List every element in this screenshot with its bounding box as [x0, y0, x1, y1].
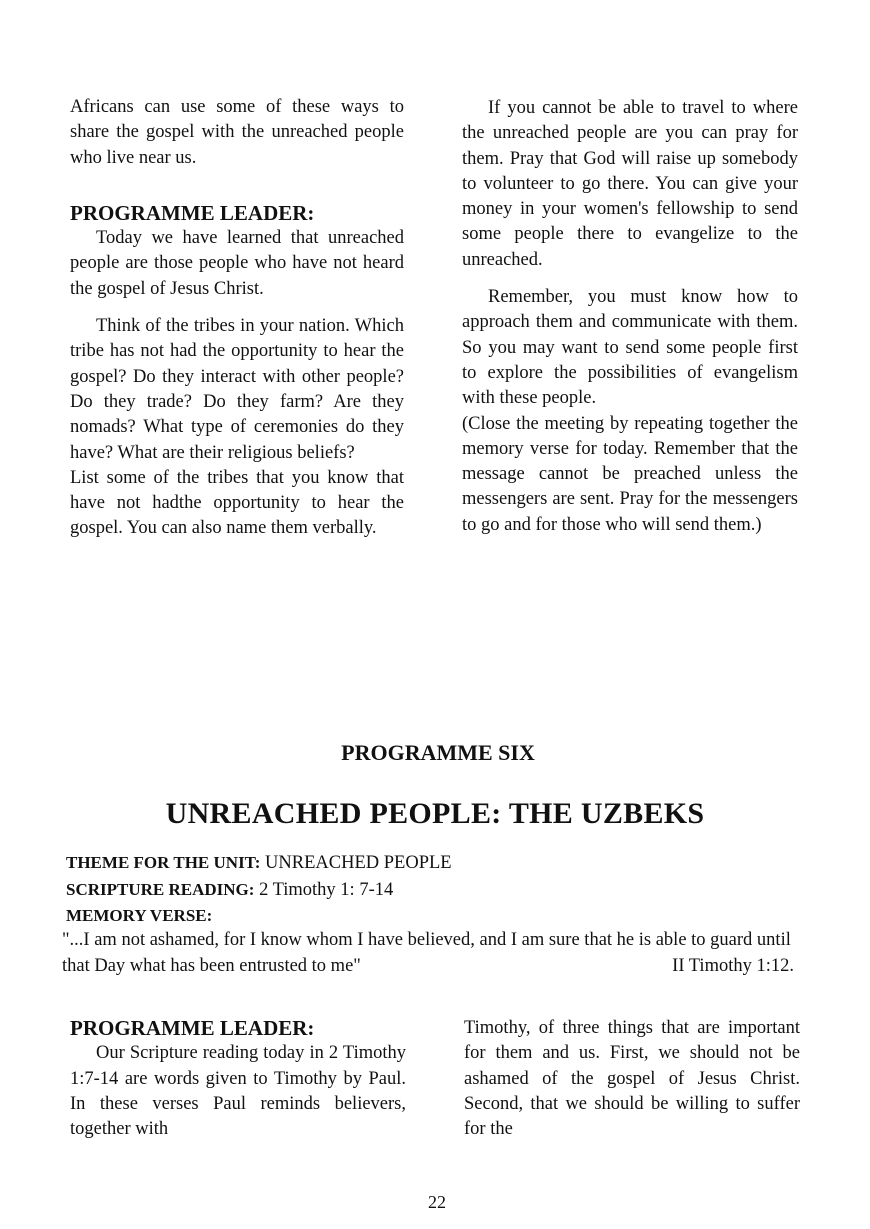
programme-leader-heading: PROGRAMME LEADER: — [70, 200, 315, 225]
intro-paragraph: Africans can use some of these ways to share the gospel with the unreached people who live near us. — [70, 97, 404, 168]
theme-value: UNREACHED PEOPLE — [265, 853, 452, 873]
three-things-paragraph: Timothy, of three things that are important for them and us. First, we should not be ashamed of the gospel of Jesus Christ. Second, that we should be willing to suffer for the — [464, 1018, 800, 1140]
closing-paragraph: (Close the meeting by repeating together the memory verse for today. Remember that the message cannot be preached unless the messengers are sent. Pray for the messengers to go and for those who will send them.) — [462, 413, 798, 535]
bottom-left-column — [70, 1016, 406, 1142]
scripture-value: 2 Timothy 1: 7-14 — [259, 879, 394, 900]
top-left-column — [70, 95, 404, 542]
bottom-right-column — [464, 1016, 800, 1142]
unit-info — [66, 850, 806, 930]
pray-paragraph: If you cannot be able to travel to where the unreached people are you can pray for them. Pray that God will raise up somebody to volunteer to go there. You can give your money in your women's fellowship to send some people there to evangelize to the unreached. — [462, 98, 798, 270]
memory-verse-text: "...I am not ashamed, for I know whom I have believed, and I am sure that he is able to guard until that Day what has been entrusted to me" — [62, 930, 791, 976]
list-tribes-paragraph: List some of the tribes that you know that have not hadthe opportunity to hear the gospel. You can also name them verbally. — [70, 467, 404, 539]
scripture-label: SCRIPTURE READING: — [66, 879, 255, 899]
theme-label: THEME FOR THE UNIT: — [66, 853, 261, 872]
page-title: UNREACHED PEOPLE: THE UZBEKS — [165, 797, 705, 830]
scripture-paragraph: Our Scripture reading today in 2 Timothy 1:7-14 are words given to Timothy by Paul. In these verses Paul reminds believers, together with — [70, 1043, 406, 1140]
tribes-questions-paragraph: Think of the tribes in your nation. Which tribe has not had the opportunity to hear the gospel? Do they interact with other people? Do they trade? Do they farm? Are they nomads? What type of ceremonies do they have? What are their religious beliefs? — [70, 316, 404, 463]
memory-verse-reference: II Timothy 1:12. — [672, 955, 794, 976]
page-number: 22 — [428, 1192, 446, 1212]
memory-verse — [62, 928, 802, 979]
learned-paragraph: Today we have learned that unreached people are those people who have not heard the gospel of Jesus Christ. — [70, 228, 404, 299]
theme-line — [66, 850, 806, 877]
top-right-column — [462, 96, 798, 538]
programme-number: PROGRAMME SIX — [341, 740, 535, 765]
memory-label: MEMORY VERSE: — [66, 906, 213, 925]
scripture-line — [66, 877, 806, 904]
remember-paragraph: Remember, you must know how to approach them and communicate with them. So you may want to send some people first to explore the possibilities of evangelism with these people. — [462, 287, 798, 409]
memory-line — [66, 903, 806, 930]
programme-leader-heading-2: PROGRAMME LEADER: — [70, 1016, 315, 1040]
